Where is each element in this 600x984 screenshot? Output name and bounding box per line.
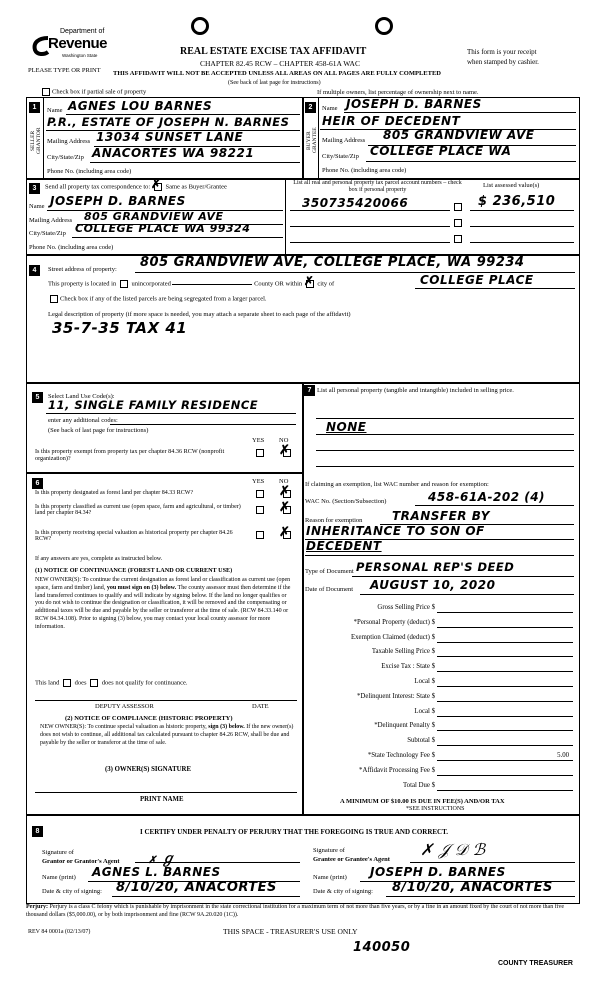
grantor-name-value: AGNES L. BARNES xyxy=(92,865,221,879)
personal-line-3 xyxy=(316,450,574,451)
section-3-badge: 3 xyxy=(29,183,40,194)
section-5-badge: 5 xyxy=(32,392,43,403)
notice-cont-text-1: NEW OWNER(S): To continue the current designation as forest land or classification as current use (open space, farm and timber) land, xyxy=(35,577,291,591)
perjury-bold: Perjury: xyxy=(26,904,48,910)
fee-row xyxy=(305,780,575,795)
notice-continuance-body xyxy=(35,577,297,632)
parcel-line-1 xyxy=(290,210,450,211)
doc-date-value: AUGUST 10, 2020 xyxy=(370,578,496,592)
city-line xyxy=(415,288,575,289)
doc-type-line xyxy=(352,576,574,577)
buyer-name-label: Name xyxy=(322,105,338,112)
fee-label: Total Due $ xyxy=(403,781,435,789)
grantor-signature-script-icon: ℊ xyxy=(160,851,176,867)
fee-label: Gross Selling Price $ xyxy=(377,604,435,611)
street-label: Street address of property: xyxy=(48,266,117,273)
fee-value[interactable] xyxy=(437,737,573,746)
partial-sale-checkbox[interactable] xyxy=(42,88,50,96)
city-checkbox[interactable] xyxy=(303,274,314,288)
section-6-yes-header: YES xyxy=(252,478,265,485)
fee-label: *Delinquent Interest: State $ xyxy=(357,692,435,700)
land-does-label: does xyxy=(74,679,87,687)
segregated-label: Check box if any of the listed parcels are being segregated from a larger parcel. xyxy=(60,295,267,303)
legal-value: 35-7-35 TAX 41 xyxy=(52,319,188,337)
corr-name-value: JOSEPH D. BARNES xyxy=(50,194,186,208)
fee-label: Excise Tax : State $ xyxy=(381,663,435,671)
seller-mailing-value: 13034 SUNSET LANE xyxy=(96,130,244,144)
doc-date-label: Date of Document xyxy=(305,586,354,593)
fee-value[interactable] xyxy=(437,693,573,702)
fee-label: Taxable Selling Price $ xyxy=(371,648,435,656)
city-check-mark-icon: ✗ xyxy=(303,274,314,288)
certify-statement: I CERTIFY UNDER PENALTY OF PERJURY THAT THE FOREGOING IS TRUE AND CORRECT. xyxy=(140,828,449,836)
fee-label: Local $ xyxy=(414,677,435,685)
fee-value[interactable] xyxy=(437,648,573,657)
legal-label: Legal description of property (if more space is needed, you may attach a separate sheet to each page of the affidavit) xyxy=(48,311,351,318)
fee-row xyxy=(305,691,575,706)
city-value: COLLEGE PLACE xyxy=(420,273,534,287)
exempt-question: Is this property exempt from property tax per chapter 84.36 RCW (nonprofit organization)? xyxy=(35,448,225,462)
section-1-divider xyxy=(43,97,44,178)
minimum-due: A MINIMUM OF $10.00 IS DUE IN FEE(S) AND/OR TAX xyxy=(340,798,505,805)
buyer-city-label: City/State/Zip xyxy=(322,153,359,160)
section-5-yes-header: YES xyxy=(252,437,265,444)
city-of-label: city of xyxy=(317,280,335,288)
parcel-personal-checkbox-1[interactable] xyxy=(454,203,462,211)
fee-row xyxy=(305,646,575,661)
exemption-label: If claiming an exemption, list WAC number and reason for exemption: xyxy=(305,481,489,488)
land-use-label: Select Land Use Code(s): xyxy=(48,393,115,400)
fee-row xyxy=(305,735,575,750)
fee-value[interactable] xyxy=(437,678,573,687)
reason-value-1: TRANSFER BY xyxy=(392,509,490,523)
grantor-sig-line xyxy=(135,862,300,863)
fee-value[interactable] xyxy=(437,782,573,791)
form-warning: THIS AFFIDAVIT WILL NOT BE ACCEPTED UNLESS ALL AREAS ON ALL PAGES ARE FULLY COMPLETED xyxy=(113,70,441,77)
owner-signature-line xyxy=(35,792,297,793)
section-4-badge: 4 xyxy=(29,265,40,276)
historic-yes-checkbox[interactable] xyxy=(256,531,264,539)
county-treasurer-label: COUNTY TREASURER xyxy=(498,960,573,967)
fee-row xyxy=(305,676,575,691)
exempt-yes-checkbox[interactable] xyxy=(256,449,264,457)
fee-row xyxy=(305,661,575,676)
form-chapter: CHAPTER 82.45 RCW – CHAPTER 458-61A WAC xyxy=(200,59,360,68)
section-3-divider xyxy=(285,178,286,254)
grantee-sig-label xyxy=(313,846,390,864)
type-or-print: PLEASE TYPE OR PRINT xyxy=(28,67,101,74)
qualify-label: qualify for continuance. xyxy=(125,679,188,687)
seller-phone-label: Phone No. (including area code) xyxy=(47,168,132,175)
assessed-value: $ 236,510 xyxy=(478,194,556,209)
corr-city-line xyxy=(72,237,283,238)
fee-row xyxy=(305,617,575,632)
seller-city-value: ANACORTES WA 98221 xyxy=(92,146,255,160)
fee-row xyxy=(305,720,575,735)
grantor-agent-label: Grantor or Grantor's Agent xyxy=(42,858,120,865)
punch-hole-right xyxy=(375,17,393,35)
treasurer-stamp-number: 140050 xyxy=(353,940,411,955)
additional-codes-label: enter any additional codes: xyxy=(48,417,118,424)
notice-historic-title: (2) NOTICE OF COMPLIANCE (HISTORIC PROPERTY) xyxy=(65,715,233,722)
parcel-header: List all real and personal property tax parcel account numbers – check box if personal property xyxy=(293,180,462,193)
grantor-signature: ✗ ℊ xyxy=(148,851,176,867)
same-as-buyer-check-mark-icon: ✗ xyxy=(150,177,161,191)
perjury-text: Perjury is a class C felony which is punishable by imprisonment in the state correctional institution for a maximum term of not more than five years, or by a fine in an amount fixed by the court of not more than five thousand dollars ($5,000.00), or by both imprisonment and fine (RCW 9A.20.020 (1C)). xyxy=(26,904,565,918)
agency-top: Department of xyxy=(60,28,105,35)
buyer-name-value: JOSEPH D. BARNES xyxy=(346,97,482,111)
section-6-forest-current-use xyxy=(26,472,304,816)
fee-row xyxy=(305,706,575,721)
notice-hist-text-2: If the new owner(s) does not wish to continue, all additional tax calculated pursuant to chapter 84.26 RCW, shall be due and payable by the seller or transferor at the time of sale. xyxy=(40,724,294,746)
fee-value[interactable] xyxy=(437,767,573,776)
personal-property-label: List all personal property (tangible and intangible) included in selling price. xyxy=(317,387,514,394)
corr-mailing-value: 805 GRANDVIEW AVE xyxy=(84,210,224,223)
section-8-badge: 8 xyxy=(32,826,43,837)
fee-label: *Delinquent Penalty $ xyxy=(374,722,435,730)
current-use-no-check-mark-icon: ✗ xyxy=(279,499,290,514)
fee-label: *Affidavit Processing Fee $ xyxy=(359,766,435,774)
fee-value[interactable] xyxy=(437,604,573,613)
buyer-name-line xyxy=(344,112,576,113)
rev-number: REV 84 0001a (02/13/07) xyxy=(28,929,91,935)
treasurer-use-label: THIS SPACE - TREASURER'S USE ONLY xyxy=(223,927,358,936)
fee-label: *Personal Property (deduct) $ xyxy=(353,618,435,626)
fee-label: Local $ xyxy=(414,707,435,715)
historic-question: Is this property receiving special valuation as historical property per chapter 84.26 RCW? xyxy=(35,530,233,542)
county-blank xyxy=(172,284,252,285)
exempt-no-check-mark-icon: ✗ xyxy=(279,442,290,457)
partial-sale-label: Check box if partial sale of property xyxy=(52,88,147,96)
grantee-date-city-value: 8/10/20, ANACORTES xyxy=(392,880,553,895)
street-value: 805 GRANDVIEW AVE, COLLEGE PLACE, WA 99234 xyxy=(140,255,525,270)
same-as-buyer-label: Same as Buyer/Grantee xyxy=(165,183,227,191)
fee-label: Exemption Claimed (deduct) $ xyxy=(351,633,435,641)
fee-label: *State Technology Fee $ xyxy=(367,751,435,759)
fee-value[interactable] xyxy=(437,708,573,717)
grantee-signature-script-icon: 𝒥 𝒟 ℬ xyxy=(438,840,486,859)
doc-type-label: Type of Document xyxy=(305,568,354,575)
deputy-date-label: DATE xyxy=(252,703,269,710)
land-does-not-label: does not xyxy=(101,679,124,687)
assessed-header: List assessed value(s) xyxy=(483,182,540,189)
notice-historic-body xyxy=(40,724,295,747)
same-as-buyer-checkbox[interactable] xyxy=(150,177,162,191)
receipt-note-1: This form is your receipt xyxy=(467,48,537,56)
parcel-personal-checkbox-2[interactable] xyxy=(454,219,462,227)
grantor-date-line xyxy=(112,896,300,897)
grantor-name-print-label: Name (print) xyxy=(42,874,76,881)
grantee-sig-of: Signature of xyxy=(313,847,345,854)
parcel-line-2 xyxy=(290,226,450,227)
grantor-date-city-label: Date & city of signing: xyxy=(42,888,102,895)
this-land-label: This land xyxy=(35,679,60,687)
receipt-note-2: when stamped by cashier. xyxy=(467,58,539,66)
section-6-no-header: NO xyxy=(279,478,289,485)
wac-value: 458-61A-202 (4) xyxy=(428,490,546,504)
land-does-not-checkbox[interactable] xyxy=(90,679,98,687)
notice-cont-text-2: The county assessor must then determine if the land transferred continues to qualify and will indicate by signing below. If the land no longer qualifies or you do not wish to continue the designation or classification, it will be removed and the compensating or additional taxes will be due and payable by the seller or transferor at the time of sale. (RCW 84.33.140 or RCW 84.34.108). Prior to signing (3) below, you may contact your local county assessor for more information. xyxy=(35,584,291,630)
revenue-logo xyxy=(30,27,115,65)
deputy-line xyxy=(35,700,297,701)
corr-city-label: City/State/Zip xyxy=(29,230,66,237)
section-5-no-header: NO xyxy=(279,437,289,444)
buyer-city-value: COLLEGE PLACE WA xyxy=(370,144,512,158)
form-title: REAL ESTATE EXCISE TAX AFFIDAVIT xyxy=(180,46,367,57)
section-2-badge: 2 xyxy=(305,102,316,113)
section-1-badge: 1 xyxy=(29,102,40,113)
grantee-sig-line xyxy=(410,862,575,863)
current-use-question: Is this property classified as current use (open space, farm and agricultural, or timber) land per chapter 84.34? xyxy=(35,504,241,516)
parcel-value: 350735420066 xyxy=(302,196,409,210)
corr-mailing-label: Mailing Address xyxy=(29,217,73,224)
send-correspondence-row xyxy=(45,177,227,191)
buyer-phone-label: Phone No. (including area code) xyxy=(322,167,407,174)
fee-row xyxy=(305,750,575,765)
forest-question: Is this property designated as forest land per chapter 84.33 RCW? xyxy=(35,490,194,496)
segregated-checkbox[interactable] xyxy=(50,295,58,303)
current-use-yes-checkbox[interactable] xyxy=(256,506,264,514)
forest-yes-checkbox[interactable] xyxy=(256,490,264,498)
fee-row xyxy=(305,765,575,780)
send-correspondence-label: Send all property tax correspondence to: xyxy=(45,183,151,191)
grantee-name-print-label: Name (print) xyxy=(313,874,347,881)
additional-codes-line xyxy=(110,424,296,425)
reason-value-3: DECEDENT xyxy=(306,539,382,553)
doc-type-value: PERSONAL REP'S DEED xyxy=(356,560,515,574)
buyer-side-label: BUYER GRANTEE xyxy=(306,127,318,154)
grantor-sig-of: Signature of xyxy=(42,849,74,856)
doc-date-line xyxy=(360,594,574,595)
this-land-row xyxy=(35,679,188,687)
assessed-line-3 xyxy=(470,242,574,243)
forest-no-check-mark-icon: ✗ xyxy=(279,483,290,498)
reason-line-3 xyxy=(305,555,574,556)
multiple-owners-note: If multiple owners, list percentage of ownership next to name. xyxy=(317,89,479,96)
grantor-date-city-value: 8/10/20, ANACORTES xyxy=(116,880,277,895)
deputy-assessor-label: DEPUTY ASSESSOR xyxy=(95,703,154,710)
seller-name-value: AGNES LOU BARNES xyxy=(68,99,213,113)
fee-row xyxy=(305,632,575,647)
notice-cont-sign: you must sign on (3) below. xyxy=(106,584,177,591)
assessed-line-2 xyxy=(470,226,574,227)
buyer-city-line xyxy=(366,161,576,162)
reason-value-2: INHERITANCE TO SON OF xyxy=(306,524,485,538)
section-7-badge: 7 xyxy=(304,385,315,396)
agency-state: Washington State xyxy=(62,53,98,58)
personal-line-4 xyxy=(316,466,574,467)
land-use-line xyxy=(46,413,296,414)
print-name-label: PRINT NAME xyxy=(140,796,184,803)
notice-hist-sign: sign (3) below. xyxy=(208,724,245,730)
reason-label: Reason for exemption xyxy=(305,517,363,524)
fee-label: Subtotal $ xyxy=(407,737,435,745)
grantee-agent-label: Grantee or Grantee's Agent xyxy=(313,856,390,863)
wac-line xyxy=(415,505,574,506)
wac-label: WAC No. (Section/Subsection) xyxy=(305,498,387,505)
personal-line-2 xyxy=(316,434,574,435)
owner-signature-label: (3) OWNER(S) SIGNATURE xyxy=(105,766,191,773)
located-row xyxy=(48,274,335,288)
personal-line-1 xyxy=(316,418,574,419)
see-instructions: *SEE INSTRUCTIONS xyxy=(406,806,465,812)
grantee-name-value: JOSEPH D. BARNES xyxy=(370,865,506,879)
perjury-note xyxy=(26,904,578,919)
fee-table xyxy=(305,602,575,794)
notice-hist-text-1: NEW OWNER(S): To continue special valuation as historic property, xyxy=(40,724,207,730)
land-use-value: 11, SINGLE FAMILY RESIDENCE xyxy=(48,398,259,412)
instructions-note: (See back of last page for instructions) xyxy=(228,80,321,86)
land-does-checkbox[interactable] xyxy=(63,679,71,687)
partial-sale-row xyxy=(40,88,146,96)
buyer-mailing-label: Mailing Address xyxy=(322,137,366,144)
corr-city-value: COLLEGE PLACE WA 99324 xyxy=(75,222,251,235)
fee-value[interactable]: 5.00 xyxy=(437,752,573,761)
fee-value[interactable] xyxy=(437,663,573,672)
located-label: This property is located in xyxy=(48,280,117,288)
fee-row xyxy=(305,602,575,617)
land-use-see-back: (See back of last page for instructions) xyxy=(48,427,149,434)
grantee-date-line xyxy=(386,896,575,897)
seller-name-label: Name xyxy=(47,107,63,114)
seller-city-line xyxy=(90,162,300,163)
if-yes-note: If any answers are yes, complete as instructed below. xyxy=(35,556,163,562)
section-2-divider xyxy=(318,97,319,178)
grantee-signature: ✗ 𝒥 𝒟 ℬ xyxy=(420,840,486,859)
section-6-badge: 6 xyxy=(32,478,43,489)
grantee-date-city-label: Date & city of signing: xyxy=(313,888,373,895)
corr-name-label: Name xyxy=(29,203,45,210)
seller-side-label: SELLER GRANTOR xyxy=(30,127,42,154)
fee-value[interactable] xyxy=(437,722,573,731)
seller-name-value-2: P.R., ESTATE OF JOSEPH N. BARNES xyxy=(47,115,290,129)
fee-value[interactable] xyxy=(437,619,573,628)
personal-property-value: NONE xyxy=(326,420,367,434)
seller-mailing-label: Mailing Address xyxy=(47,138,91,145)
grantor-sig-label xyxy=(42,848,120,866)
buyer-mailing-value: 805 GRANDVIEW AVE xyxy=(383,128,535,142)
unincorporated-checkbox[interactable] xyxy=(120,280,128,288)
segregated-row xyxy=(48,295,267,303)
notice-continuance-title: (1) NOTICE OF CONTINUANCE (FOREST LAND OR CURRENT USE) xyxy=(35,567,233,574)
parcel-line-3 xyxy=(290,242,450,243)
unincorporated-label: unincorporated xyxy=(131,280,171,288)
corr-phone-label: Phone No. (including area code) xyxy=(29,244,114,251)
historic-no-check-mark-icon: ✗ xyxy=(279,524,290,539)
parcel-personal-checkbox-3[interactable] xyxy=(454,235,462,243)
punch-hole-left xyxy=(191,17,209,35)
assessed-line-1 xyxy=(470,210,574,211)
fee-value[interactable] xyxy=(437,634,573,643)
agency-logo-text: Revenue xyxy=(48,35,108,52)
buyer-name-value-2: HEIR OF DECEDENT xyxy=(322,114,461,128)
county-or-within-label: County OR within xyxy=(254,280,303,288)
seller-city-label: City/State/Zip xyxy=(47,154,84,161)
